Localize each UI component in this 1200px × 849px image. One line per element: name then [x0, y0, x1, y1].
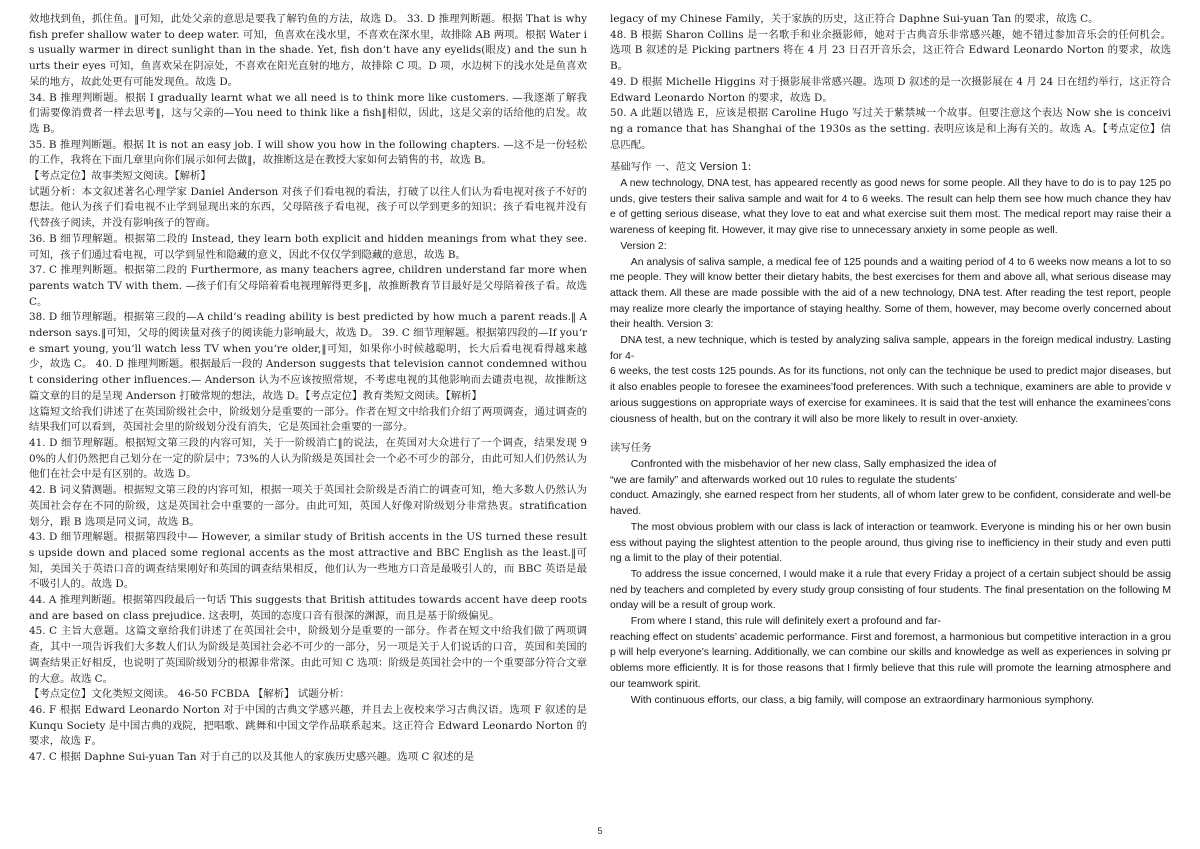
essay-paragraph: An analysis of saliva sample, a medical fee of 125 pounds and a waiting period of 4 to 6 weeks now means a lot to some people. They will know better their dietary habits, the best exercises for them and above all, what serious disease may attack them. All these are made possible with the aid of a new technology, DNA test. After reading the test report, people may realize more clearly the importance of staying healthy. Some of them, however, may become overly concerned about their health. Version 3: [610, 256, 1171, 331]
answer-paragraph: 45. C 主旨大意题。这篇文章给我们讲述了在英国社会中，阶级划分是重要的一部分。作者在短文中给我们做了两项调查，其中一项告诉我们大多数人们认为阶级是英国社会必不可少的一部分，另一项是关于人们说话的口音，英国和美国的调查结果正好相反，也说明了英国阶级划分的根源非常深。由此可知 C 选项：阶级是英国社会中的一个重要部分符合文章的大意。故选 C。 [29, 625, 587, 685]
essay-paragraph: Confronted with the misbehavior of her new class, Sally emphasized the idea of [630, 458, 997, 470]
answer-paragraph: legacy of my Chinese Family，关于家族的历史，这正符合 Daphne Sui-yuan Tan 的要求，故选 C。 [610, 13, 1099, 25]
essay-paragraph: DNA test, a new technique, which is tested by analyzing saliva sample, appears in the foreign medical industry. Lasting for 4- [610, 335, 1171, 362]
essay-paragraph: 6 weeks, the test costs 125 pounds. As for its functions, not only can the technique be used to predict major diseases, but it also enables people to foresee the examinees’food preferences. With such a technique, examiners are able to provide various suggestions on appropriate ways of exercise for examinees. It is said that the test will enhance the examinees’consciousness of health, but on the contrary it will also be more likely to result in over-anxiety. [610, 366, 1171, 425]
analysis-paragraph: 试题分析：本文叙述著名心理学家 Daniel Anderson 对孩子们看电视的看法，打破了以往人们认为看电视对孩子不好的想法。他认为孩子们看电视不止学到显现出来的东西，父母陪孩子看电视，孩子可以学到更多的知识；孩子看电视并没有代替孩子阅读，并没有影响孩子的智商。 [29, 185, 587, 230]
writing-heading: 基础写作 一、范文 Version 1: [610, 161, 752, 174]
answer-paragraph: 38. D 细节理解题。根据第三段的—A child‘s reading ability is best predicted by how much a parent reads.‖ Anderson says.‖可知，父母的阅读量对孩子的阅读能力影响最大，故选 D。 39. C 细节理解题。根据第四段的—If you‘re smart young, you‘ll watch less TV when you‘re older,‖可知，如果你小时候越聪明，长大后看电视看得越来越少，故选 C。 40. D 推理判断题。根据最后一段的 Anderson suggests that television cannot condemned without considering other influences.— Anderson 认为不应该按照常规，不考虑电视的其他影响而去谴责电视，故推断这篇文章的目的是呈现 Anderson 打破常规的想法，故选 D。【考点定位】教育类短文阅读。【解析】 [29, 311, 587, 402]
task-heading: 读写任务 [610, 442, 652, 455]
answer-paragraph: 50. A 此题以错选 E，应该是根据 Caroline Hugo 写过关于紫禁城一个故事。但要注意这个表达 Now she is conceiving a romance that has Shanghai of the 1930s as the setting. 表明应该是和上海有关的。故选 A。【考点定位】信息匹配。 [610, 107, 1171, 151]
answer-paragraph: 42. B 词义猜测题。根据短文第三段的内容可知，根据一项关于英国社会阶级是否消亡的调查可知，绝大多数人仍然认为英国社会存在不同的阶级，这是英国社会中重要的一部分。由此可知，英国人好像对阶级划分非常热衷。stratification 划分，跟 B 选项是同义词，故选 B。 [29, 484, 587, 528]
essay-paragraph: reaching effect on students’ academic performance. First and foremost, a harmonious but competitive interaction in a group will help everyone’s learning. Additionally, we can combine our skills and knowledge as well as experiences in solving problems more efficiently. It is for those reasons that I firmly believe that this rule will promote the learning atmosphere and our teamwork spirit. [610, 631, 1171, 690]
essay-paragraph: “we are family” and afterwards worked out 10 rules to regulate the students’ [610, 474, 958, 486]
answer-paragraph: 效地找到鱼，抓住鱼。‖可知，此处父亲的意思是要我了解钓鱼的方法，故选 D。 33. D 推理判断题。根据 That is why fish prefer shallow water to deep water. 可知，鱼喜欢在浅水里，不喜欢在深水里，故排除 AB 两项。根据 Water is usually warmer in direct sunlight than in the shade. Yet, fish don‘t have any eyelids(眼皮) and the sun hurts their eyes 可知，鱼喜欢呆在阴凉处，不喜欢在阳光直射的地方，故排除 C 项。D 项，水边树下的浅水处是鱼喜欢呆的地方，故此处更有可能发现鱼。故选 D。 [29, 13, 587, 88]
analysis-paragraph: 这篇短文给我们讲述了在英国阶级社会中，阶级划分是重要的一部分。作者在短文中给我们介绍了两项调查，通过调查的结果我们可以看到，英国社会里的阶级划分没有消失，它是英国社会重要的一部分。 [29, 405, 587, 434]
answer-paragraph: 36. B 细节理解题。根据第二段的 Instead, they learn both explicit and hidden meanings from what they see.可知，孩子们通过看电视，可以学到显性和隐藏的意义，因此不仅仅学到隐藏的意思，故选 B。 [29, 232, 587, 261]
answer-paragraph: 35. B 推理判断题。根据 It is not an easy job. I will show you how in the following chapters. —这不是一份轻松的工作，我将在下面几章里向你们展示如何去做‖，故推断这是在教授大家如何去销售的书，故选 B。 [29, 138, 587, 167]
answer-paragraph: 44. A 推理判断题。根据第四段最后一句话 This suggests that British attitudes towards accent have deep roots and are based on class prejudice. 这表明，英国的态度口音有很深的渊源，而且是基于阶级偏见。 [29, 594, 587, 622]
right-column [610, 12, 1171, 708]
essay-paragraph: From where I stand, this rule will definitely exert a profound and far- [630, 616, 941, 628]
answer-paragraph: 47. C 根据 Daphne Sui-yuan Tan 对于自己的以及其他人的家族历史感兴趣。选项 C 叙述的是 [29, 751, 475, 764]
answer-paragraph: 34. B 推理判断题。根据 I gradually learnt what we all need is to think more like customers. —我逐渐了解我们需要像消费者一样去思考‖，这与父亲的—You need to think like a fish‖相似，因此，这是父亲的话给他的启发。故选 B。 [29, 91, 587, 135]
essay-paragraph: A new technology, DNA test, has appeared recently as good news for some people. All they have to do is to pay 125 pounds, give testers their saliva sample and wait for 4 to 6 weeks. The result can help them see how much chance they have of getting serious disease, what they love to eat and what exercise suit them most. The medical report may raise their awareness of keeping fit. However, it may give rise to unnecessary anxiety in some people as well. [610, 178, 1171, 237]
essay-paragraph: conduct. Amazingly, she earned respect from her students, all of whom later grew to be confident, considerate and well-behaved. [610, 490, 1171, 518]
version-label: Version 2: [620, 240, 667, 252]
essay-paragraph: The most obvious problem with our class is lack of interaction or teamwork. Everyone is minding his or her own business without paying the slightest attention to the people around, thus giving rise to inefficiency in their study and even putting a limit to the play of their potential. [610, 521, 1171, 565]
left-column [29, 12, 587, 766]
answer-paragraph: 37. C 推理判断题。根据第二段的 Furthermore, as many teachers agree, children understand far more when parents watch TV with them. —孩子们有父母陪着看电视理解得更多‖，故推断教育节目最好是父母陪着孩子看。故选 C。 [29, 264, 587, 308]
essay-paragraph: To address the issue concerned, I would make it a rule that every Friday a project of a certain subject should be assigned by teachers and completed by every study group consisting of four students. The final presentation on the following Monday will be a result of group work. [610, 568, 1171, 612]
answer-paragraph: 41. D 细节理解题。根据短文第三段的内容可知，关于一阶级消亡‖的说法，在英国对大众进行了一个调查，结果发现 90%的人们仍然把自己划分在一定的阶层中；73%的人认为阶级是英国社会一个必不可少的部分，由此可知人们仍然认为他们在社会中是有区别的。故选 D。 [29, 436, 587, 481]
section-label: 【考点定位】文化类短文阅读。 46-50 FCBDA 【解析】 试题分析： [29, 688, 350, 701]
answer-paragraph: 48. B 根据 Sharon Collins 是一名歌手和业余摄影师，她对于古典音乐非常感兴趣，她不错过参加音乐会的任何机会。选项 B 叙述的是 Picking partners 将在 4 月 23 日召开音乐会，这正符合 Edward Leonardo Norton 的要求，故选 B。 [610, 28, 1171, 73]
answer-paragraph: 43. D 细节理解题。根据第四段中— However, a similar study of British accents in the US turned these results upside down and placed some regional accents as the most attractive and BBC English as the least.‖可知，美国关于英语口音的调查结果刚好和英国的调查结果相反，他们认为一些地方口音是最吸引人的，而 BBC 英语是最不吸引人的。故选 D。 [29, 531, 587, 591]
answer-paragraph: 49. D 根据 Michelle Higgins 对于摄影展非常感兴趣。选项 D 叙述的是一次摄影展在 4 月 24 日在纽约举行，这正符合 Edward Leonardo Norton 的要求，故选 D。 [610, 75, 1171, 104]
page-number: 5 [597, 826, 603, 836]
essay-paragraph: With continuous efforts, our class, a big family, will compose an extraordinary harmonious symphony. [630, 694, 1094, 706]
answer-paragraph: 46. F 根据 Edward Leonardo Norton 对于中国的古典文学感兴趣，并且去上夜校来学习古典汉语。选项 F 叙述的是 Kunqu Society 是中国古典的戏院，把唱歌、跳舞和中国文学作品联系起来。这正符合 Edward Leonardo Norton 的要求，故选 F。 [29, 703, 587, 748]
section-label: 【考点定位】故事类短文阅读。【解析】 [29, 170, 211, 183]
